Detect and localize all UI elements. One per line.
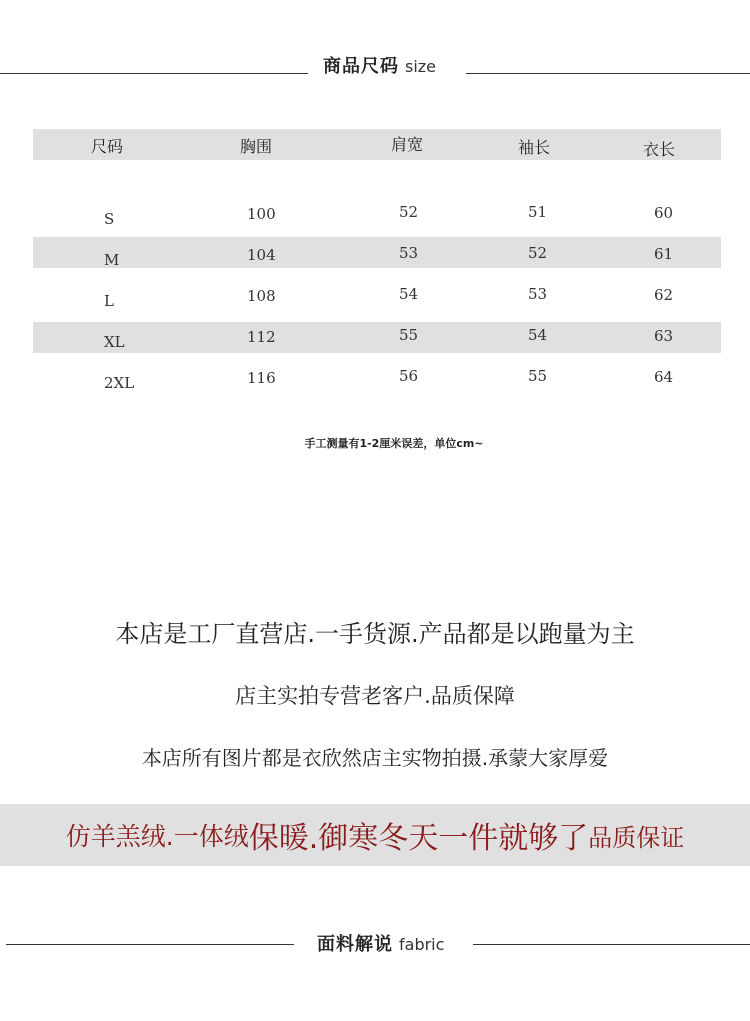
column-header-size: 尺码 bbox=[91, 137, 124, 156]
measurement-note: 手工测量有1-2厘米误差，单位cm~ bbox=[304, 437, 484, 450]
table-cell: 104 bbox=[247, 246, 276, 264]
table-cell: 116 bbox=[247, 369, 276, 387]
table-cell: 55 bbox=[399, 326, 419, 344]
fabric-heading-en: fabric bbox=[399, 935, 445, 954]
table-cell: L bbox=[104, 292, 114, 310]
column-header-shoulder: 肩宽 bbox=[391, 135, 424, 154]
slogan-line-1: 本店是工厂直营店.一手货源.产品都是以跑量为主 bbox=[115, 620, 635, 648]
banner-part-1: 仿羊羔绒. bbox=[65, 822, 174, 851]
banner-part-5: 品质保证 bbox=[588, 823, 685, 852]
slogan-line-2: 店主实拍专营老客户.品质保障 bbox=[235, 684, 515, 708]
promo-banner-text bbox=[0, 804, 750, 866]
table-row-band-m bbox=[33, 237, 721, 268]
size-heading-en: size bbox=[405, 57, 437, 76]
banner-part-4: 御寒冬天一件就够了 bbox=[318, 821, 589, 856]
table-cell: S bbox=[104, 210, 115, 228]
table-cell: 54 bbox=[399, 285, 419, 303]
table-cell: 56 bbox=[399, 367, 419, 385]
table-cell: 61 bbox=[654, 245, 674, 263]
table-cell: XL bbox=[104, 333, 125, 351]
table-cell: 51 bbox=[528, 203, 548, 221]
size-heading-zh: 商品尺码 bbox=[323, 56, 399, 77]
column-header-chest: 胸围 bbox=[240, 137, 273, 156]
table-cell: 52 bbox=[399, 203, 419, 221]
fabric-heading-zh: 面料解说 bbox=[317, 934, 393, 955]
banner-part-2: 一体绒 bbox=[173, 822, 249, 851]
table-cell: 112 bbox=[247, 328, 276, 346]
table-cell: M bbox=[104, 251, 120, 269]
table-cell: 64 bbox=[654, 368, 674, 386]
table-cell: 53 bbox=[399, 244, 419, 262]
table-cell: 53 bbox=[528, 285, 548, 303]
table-cell: 54 bbox=[528, 326, 548, 344]
column-header-sleeve: 袖长 bbox=[518, 138, 551, 157]
table-header-band bbox=[33, 129, 721, 160]
slogan-line-3: 本店所有图片都是衣欣然店主实物拍摄.承蒙大家厚爱 bbox=[141, 746, 609, 770]
table-cell: 63 bbox=[654, 327, 674, 345]
table-cell: 60 bbox=[654, 204, 674, 222]
fabric-heading-rule-right bbox=[473, 944, 750, 945]
column-header-length: 衣长 bbox=[643, 140, 676, 159]
table-cell: 62 bbox=[654, 286, 674, 304]
size-table bbox=[0, 0, 750, 420]
table-row-band-xl bbox=[33, 322, 721, 353]
banner-part-3: 保暖. bbox=[248, 821, 319, 856]
table-cell: 55 bbox=[528, 367, 548, 385]
fabric-heading-rule-left bbox=[6, 944, 294, 945]
table-cell: 2XL bbox=[104, 374, 135, 392]
table-cell: 52 bbox=[528, 244, 548, 262]
table-cell: 108 bbox=[247, 287, 276, 305]
fabric-heading bbox=[317, 930, 444, 956]
table-cell: 100 bbox=[247, 205, 276, 223]
